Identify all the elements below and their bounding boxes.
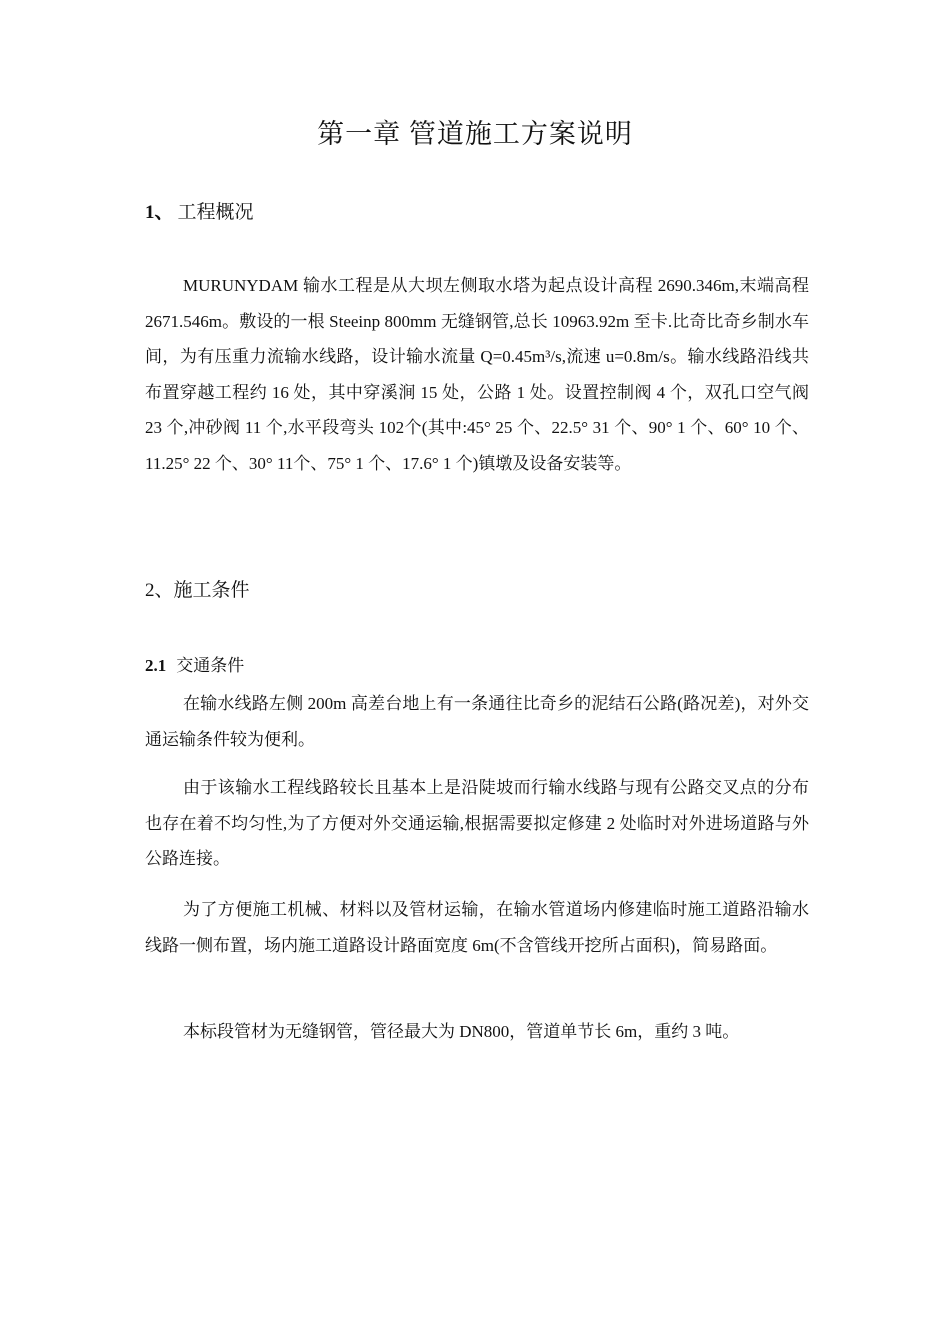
subsection-heading-2-1: [145, 651, 244, 676]
paragraph-traffic-3: 为了方便施工机械、材料以及管材运输，在输水管道场内修建临时施工道路沿输水线路一侧布置，场内施工道路设计路面宽度 6m(不含管线开挖所占面积)，简易路面。: [145, 900, 809, 955]
section-number: 1、: [145, 202, 174, 223]
section-heading-1: [145, 197, 254, 224]
paragraph-project-overview: MURUNYDAM 输水工程是从大坝左侧取水塔为起点设计高程 2690.346m,末端高程 2671.546m。敷设的一根 Steeinp 800mm 无缝钢管,总长 10963.92m 至卡.比奇比奇乡制水车间，为有压重力流输水线路，设计输水流量 Q=0.45m³/s,流速 u=0.8m/s。输水线路沿线共布置穿越工程约 16 处，其中穿溪涧 15 处，公路 1 处。设置控制阀 4 个，双孔口空气阀 23 个,冲砂阀 11 个,水平段弯头 102个(其中:45° 25 个、22.5° 31 个、90° 1 个、60° 10 个、11.25° 22 个、30° 11个、75° 1 个、17.6° 1 个)镇墩及设备安装等。: [145, 276, 809, 473]
section-title: 工程概况: [177, 202, 254, 223]
subsection-title: 交通条件: [176, 656, 245, 675]
chapter-title: 第一章 管道施工方案说明: [317, 119, 633, 149]
paragraph-traffic-4: 本标段管材为无缝钢管，管径最大为 DN800，管道单节长 6m，重约 3 吨。: [183, 1022, 740, 1041]
section-number: 2、: [145, 580, 174, 601]
section-title: 施工条件: [173, 580, 250, 601]
subsection-number: 2.1: [145, 656, 167, 675]
section-heading-2: [145, 575, 250, 602]
paragraph-traffic-1: 在输水线路左侧 200m 高差台地上有一条通往比奇乡的泥结石公路(路况差)，对外交通运输条件较为便利。: [145, 694, 809, 749]
paragraph-traffic-2: 由于该输水工程线路较长且基本上是沿陡坡而行输水线路与现有公路交叉点的分布也存在着不均匀性,为了方便对外交通运输,根据需要拟定修建 2 处临时对外进场道路与外公路连接。: [145, 778, 809, 868]
